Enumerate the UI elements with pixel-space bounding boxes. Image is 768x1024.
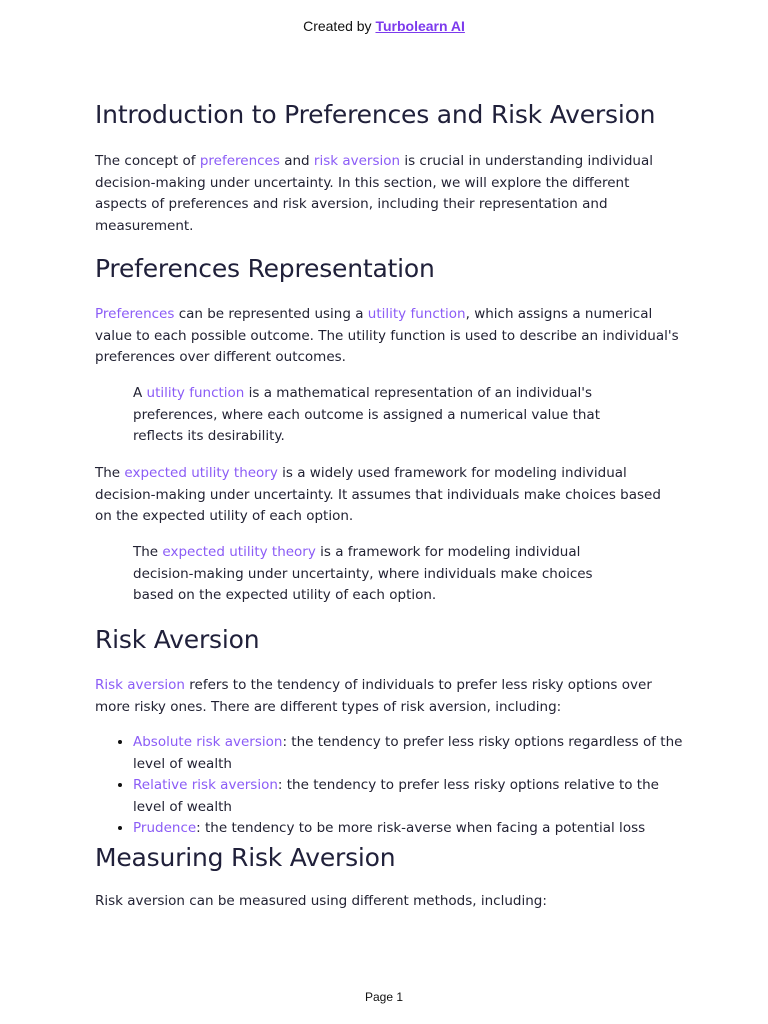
preferences-paragraph: Preferences can be represented using a utility function, which assigns a numerical value to each possible outcome. The utility function is used to describe an individual's preferences over different outcomes. (95, 306, 679, 365)
term-expected-utility-theory: expected utility theory (162, 544, 316, 560)
expected-utility-quote: The expected utility theory is a framework for modeling individual decision-making under uncertainty, where individuals make choices based on the expected utility of each option. (133, 544, 593, 603)
term-absolute-risk-aversion: Absolute risk aversion (133, 734, 283, 750)
expected-utility-paragraph: The expected utility theory is a widely used framework for modeling individual decision-making under uncertainty. It assumes that individuals make choices based on the expected utility of each option. (95, 465, 661, 524)
utility-function-quote: A utility function is a mathematical representation of an individual's preferences, where each outcome is assigned a numerical value that reflects its desirability. (133, 385, 600, 444)
turbolearn-link[interactable]: Turbolearn AI (375, 18, 465, 34)
term-risk-aversion: Risk aversion (95, 677, 185, 693)
term-utility-function: utility function (146, 385, 245, 401)
term-expected-utility-theory: expected utility theory (124, 465, 278, 481)
heading-measuring-risk-aversion: Measuring Risk Aversion (95, 843, 396, 872)
term-relative-risk-aversion: Relative risk aversion (133, 777, 278, 793)
list-item: • Prudence: the tendency to be more risk-averse when facing a potential loss (133, 818, 693, 840)
intro-paragraph: The concept of preferences and risk aversion is crucial in understanding individual decision-making under uncertainty. In this section, we will explore the different aspects of preferences and risk aversion, including their representation and measurement. (95, 153, 653, 234)
term-utility-function: utility function (367, 306, 466, 322)
list-item: • Relative risk aversion: the tendency to prefer less risky options relative to the level of wealth (133, 775, 693, 818)
page-header (0, 18, 768, 34)
heading-risk-aversion: Risk Aversion (95, 625, 260, 654)
measuring-paragraph: Risk aversion can be measured using different methods, including: (95, 893, 547, 909)
page-title: Introduction to Preferences and Risk Aversion (95, 100, 656, 129)
created-by-label: Created by (303, 18, 372, 34)
list-item: • Absolute risk aversion: the tendency to prefer less risky options regardless of the level of wealth (133, 732, 693, 775)
risk-aversion-paragraph: Risk aversion refers to the tendency of individuals to prefer less risky options over more risky ones. There are different types of risk aversion, including: (95, 677, 652, 715)
page-number: Page 1 (364, 990, 404, 1004)
heading-preferences-representation: Preferences Representation (95, 254, 435, 283)
risk-aversion-types-list (115, 732, 693, 840)
term-risk-aversion: risk aversion (313, 153, 401, 169)
term-preferences: Preferences (95, 306, 175, 322)
term-prudence: Prudence (133, 820, 197, 836)
term-preferences: preferences (199, 153, 280, 169)
